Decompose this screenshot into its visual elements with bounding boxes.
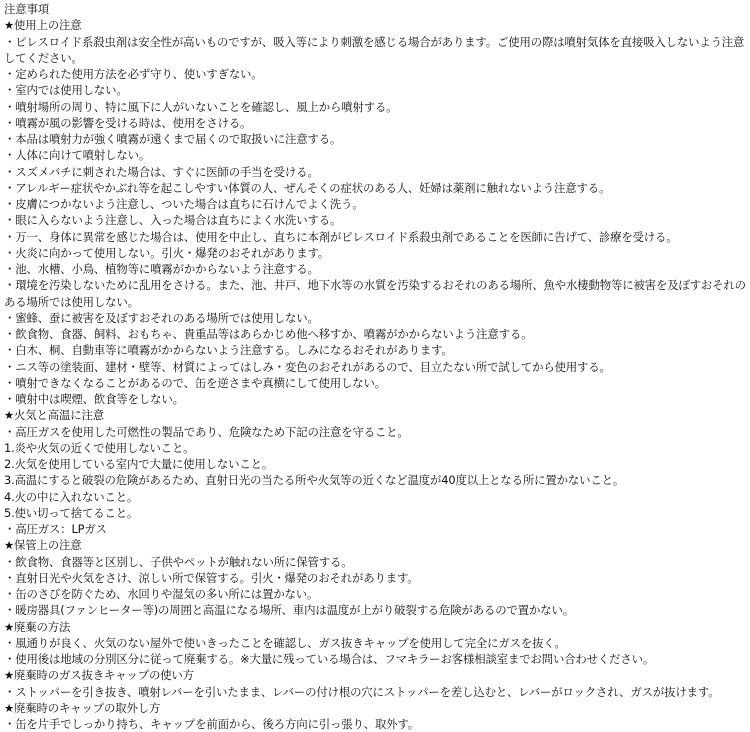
list-item: ・暖房器具(ファンヒーター等)の周囲と高温になる場所、車内は温度が上がり破裂する危険があるので置かない。 [4,603,574,618]
list-item: ・高圧ガスを使用した可燃性の製品であり、危険なため下記の注意を守ること。 [4,424,409,439]
list-item: ・飲食物、食器、飼料、おもちゃ、貴重品等はあらかじめ他へ移すか、噴霧がかからないよう注意する。 [4,327,533,341]
section-storage [4,537,746,618]
section-cap-removal [4,700,746,732]
list-item: 3.高温にすると破裂の危険があるため、直射日光の当たる所や火気等の近くなど温度が40度以上となる所に置かないこと。 [4,473,625,488]
list-item: 1.炎や火気の近くで使用しないこと。 [4,440,195,455]
list-item: ・皮膚につかないよう注意し、ついた場合は直ちに石けんでよく洗う。 [4,197,364,211]
section-heading: ★火気と高温に注意 [4,408,104,423]
list-item: 2.火気を使用している室内で大量に使用しないこと。 [4,457,274,471]
list-item: ・火炎に向かって使用しない。引火・爆発のおそれがあります。 [4,245,330,260]
list-item: ・飲食物、食器等と区別し、子供やペットが触れない所に保管する。 [4,554,353,569]
section-heading: ★廃棄時のキャップの取外し方 [4,700,161,715]
list-item: ・蜜蜂、蚕に被害を及ぼすおそれのある場所では使用しない。 [4,310,319,325]
section-heading: ★保管上の注意 [4,538,82,553]
list-item: ・本品は噴射力が強く噴霧が遠くまで届くので取扱いに注意する。 [4,132,342,146]
list-item: ・噴射できなくなることがあるので、缶を逆さまや真横にして使用しない。 [4,375,386,390]
list-item: ・高圧ガス：LPガス [4,522,107,536]
list-item: ・使用後は地域の分別区分に従って廃棄する。※大量に残っている場合は、フマキラーお客様相談室までお問い合わせください。 [4,652,655,666]
section-fire-heat [4,407,746,537]
list-item: ・環境を汚染しないために乱用をさける。また、池、井戸、地下水等の水質を汚染するおそれのある場所、魚や水棲動物等に被害を及ぼすおそれのある場所では使用しない。 [4,278,746,309]
section-usage [4,17,746,407]
list-item: ・万一、身体に異常を感じた場合は、使用を中止し、直ちに本剤がピレスロイド系殺虫剤であることを医師に告げて、診療を受ける。 [4,229,678,244]
list-item: ・風通りが良く、火気のない屋外で使いきったことを確認し、ガス抜きキャップを使用して完全にガスを抜く。 [4,635,566,650]
list-item: 5.使い切って捨てること。 [4,505,139,520]
section-degas-cap [4,667,746,700]
list-item: ・缶を片手でしっかり持ち、キャップを前面から、後ろ方向に引っ張り、取外す。 [4,717,419,731]
list-item: ・眼に入らないよう注意し、入った場合は直ちによく水洗いする。 [4,213,342,228]
list-item: ・室内では使用しない。 [4,83,128,98]
list-item: ・定められた使用方法を必ず守り、使いすぎない。 [4,67,263,81]
document-title: 注意事項 [4,2,49,16]
list-item: ・人体に向けて噴射しない。 [4,148,151,163]
list-item: ・ニス等の塗装面、建材・壁等、材質によってはしみ・変色のおそれがあるので、目立たない所で試してから使用する。 [4,359,611,374]
section-heading: ★廃棄の方法 [4,619,71,634]
list-item: ・噴射中は喫煙、飲食等をしない。 [4,392,184,406]
list-item: ・直射日光や火気をさけ、涼しい所で保管する。引火・爆発のおそれがあります。 [4,570,419,585]
list-item: ・池、水槽、小鳥、植物等に噴霧がかからないよう注意する。 [4,262,319,276]
list-item: ・アレルギー症状やかぶれ等を起こしやすい体質の人、ぜんそくの症状のある人、妊婦は薬剤に触れないよう注意する。 [4,180,611,195]
list-item: ・噴射場所の周り、特に風下に人がいないことを確認し、風上から噴射する。 [4,99,398,114]
list-item: ・缶のさびを防ぐため、水回りや湿気の多い所には置かない。 [4,587,319,601]
list-item: ・噴霧が風の影響を受ける時は、使用をさける。 [4,115,252,130]
list-item: ・白木、桐、自動車等に噴霧がかからないよう注意する。しみになるおそれがあります。 [4,343,453,358]
list-item: ・ストッパーを引き抜き、噴射レバーを引いたまま、レバーの付け根の穴にストッパーを差し込むと、レバーがロックされ、ガスが抜けます。 [4,684,720,699]
list-item: ・ピレスロイド系殺虫剤は安全性が高いものですが、吸入等により刺激を感じる場合があります。ご使用の際は噴射気体を直接吸入しないよう注意してください。 [4,34,745,65]
section-heading: ★使用上の注意 [4,18,82,33]
section-heading: ★廃棄時のガス抜きキャップの使い方 [4,668,194,683]
section-disposal [4,619,746,668]
list-item: 4.火の中に入れないこと。 [4,489,139,504]
list-item: ・スズメバチに刺された場合は、すぐに医師の手当を受ける。 [4,164,319,179]
